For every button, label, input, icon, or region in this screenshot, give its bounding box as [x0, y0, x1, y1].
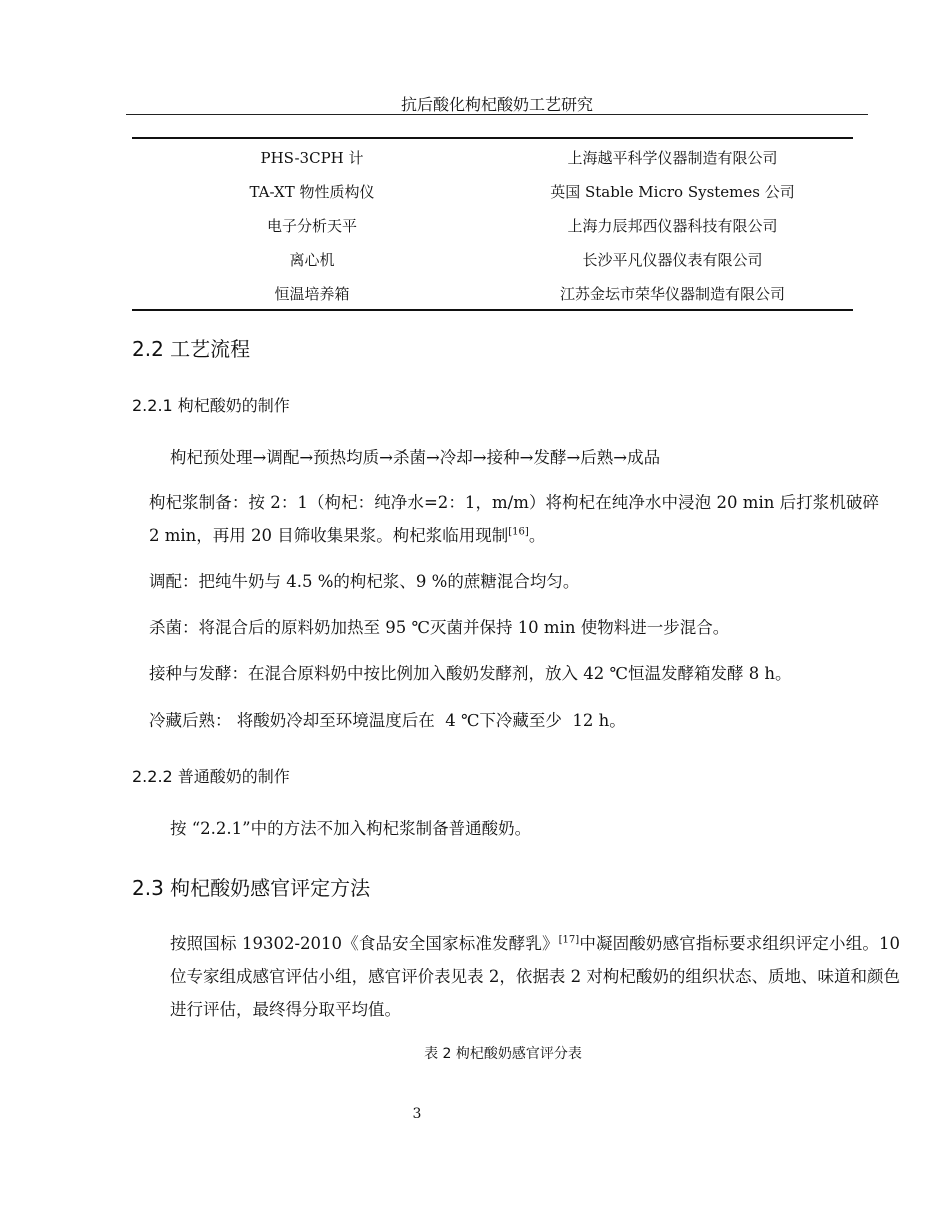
process-flow: 枸杞预处理→调配→预热均质→杀菌→冷却→接种→发酵→后熟→成品	[170, 448, 661, 467]
paragraph-sterilization: 杀菌：将混合后的原料奶加热至 95 ℃灭菌并保持 10 min 使物料进一步混合。	[149, 618, 730, 637]
equipment-maker: 英国 Stable Micro Systemes 公司	[550, 183, 795, 201]
paragraph-ripening: 冷藏后熟： 将酸奶冷却至环境温度后在 4 ℃下冷藏至少 12 h。	[149, 711, 626, 730]
equipment-name: 电子分析天平	[266, 217, 357, 235]
equipment-name: PHS-3CPH 计	[260, 149, 364, 167]
citation-17: [17]	[558, 934, 580, 946]
table-row	[132, 139, 853, 173]
paragraph-juice-text: 枸杞浆制备：按 2：1（枸杞：纯净水=2：1，m/m）将枸杞在纯净水中浸泡 20 min 后打浆机破碎 2 min，再用 20 目筛收集果浆。枸杞浆临用现制	[149, 493, 879, 545]
table-row	[132, 241, 853, 275]
paragraph-sensory-method	[132, 927, 900, 1026]
equipment-name: 离心机	[289, 251, 335, 269]
table-row	[132, 207, 853, 241]
paragraph-juice-prep	[132, 486, 879, 552]
subsection-heading-2-2-2: 2.2.2 普通酸奶的制作	[132, 767, 290, 786]
equipment-maker: 上海力辰邦西仪器科技有限公司	[567, 217, 778, 235]
equipment-maker: 上海越平科学仪器制造有限公司	[567, 149, 778, 167]
paragraph-mixing: 调配：把纯牛奶与 4.5 %的枸杞浆、9 %的蔗糖混合均匀。	[149, 572, 580, 591]
equipment-name: TA-XT 物性质构仪	[249, 183, 375, 201]
subsection-heading-2-2-1: 2.2.1 枸杞酸奶的制作	[132, 396, 290, 415]
table-row	[132, 173, 853, 207]
paragraph-fermentation: 接种与发酵：在混合原料奶中按比例加入酸奶发酵剂，放入 42 ℃恒温发酵箱发酵 8 h。	[149, 664, 792, 683]
sensory-text-b: 中凝固酸奶感官指标要求组织评定小组。10 位专家组成感官评估小组，感官评价表见表 2，依据表 2 对枸杞酸奶的组织状态、质地、味道和颜色进行评估，最终得分取平均值。	[170, 934, 900, 1019]
equipment-maker: 长沙平凡仪器仪表有限公司	[582, 251, 763, 269]
section-heading-2-2: 2.2 工艺流程	[132, 337, 251, 361]
table-row	[132, 275, 853, 309]
equipment-maker: 江苏金坛市荣华仪器制造有限公司	[559, 285, 785, 303]
page-number: 3	[412, 1106, 422, 1122]
table-2-caption: 表 2 枸杞酸奶感官评分表	[424, 1046, 582, 1062]
section-heading-2-3: 2.3 枸杞酸奶感官评定方法	[132, 876, 371, 900]
table-bottom-rule	[132, 309, 853, 311]
paragraph-juice-end: 。	[528, 526, 546, 545]
running-header: 抗后酸化枸杞酸奶工艺研究	[400, 95, 593, 114]
paragraph-plain-yogurt: 按 “2.2.1”中的方法不加入枸杞浆制备普通酸奶。	[170, 819, 532, 838]
equipment-name: 恒温培养箱	[274, 285, 350, 303]
citation-16: [16]	[508, 526, 529, 538]
sensory-text-a: 按照国标 19302-2010《食品安全国家标准发酵乳》	[170, 934, 559, 953]
header-rule	[126, 114, 868, 115]
